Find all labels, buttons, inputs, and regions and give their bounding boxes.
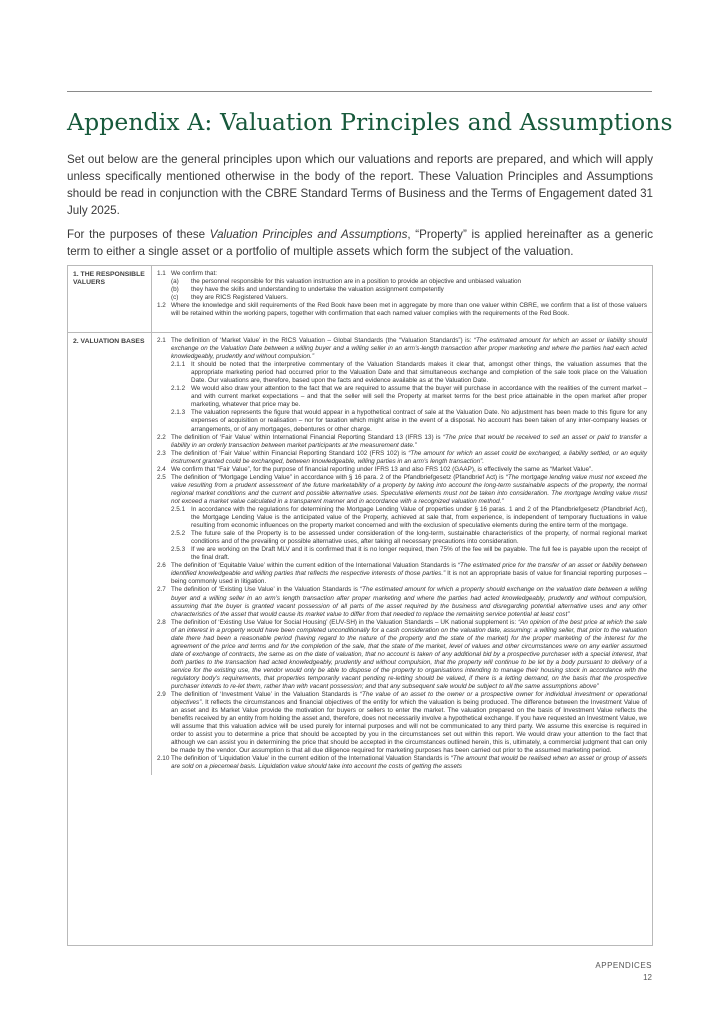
- list-item: (a) the personnel responsible for this valuation instruction are in a position to provide an objective and unbiased valuation: [171, 278, 522, 286]
- clause-2-2: 2.2 The definition of ‘Fair Value’ within International Financial Reporting Standard 13 (IFRS 13) is “The price that would be received to sell an asset or paid to transfer a liability in an orderly transaction between market participants at the measurement date.”: [157, 433, 647, 449]
- clause-2-7: 2.7 The definition of ‘Existing Use Value’ in the Valuation Standards is “The estimated amount for which a property should exchange on the valuation date between a willing buyer and a willing seller in an arm’s length transaction after proper marketing and where the parties had acted knowledgeably, prudently and without compulsion, assuming that the buyer is granted vacant possession of all parts of the asset required by the business and disregarding potential alternative uses and any other characteristics of the asset that would cause its market value to differ from that needed to replace the remaining service potential at least cost”: [157, 586, 647, 618]
- confirmation-list: [171, 278, 647, 302]
- clause-1-2: 1.2 Where the knowledge and skill requirements of the Red Book have been met in aggregate by more than one valuer within CBRE, we confirm that a list of those valuers will be retained within the working papers, together with confirmation that each named valuer complies with the requirements of the Red Book.: [157, 302, 647, 318]
- section-body: [152, 333, 652, 775]
- intro-paragraph-1: Set out below are the general principles upon which our valuations and reports are prepared, and which will apply unless specifically mentioned otherwise in the body of the report. These Valuation Principles and Assumptions should be read in conjunction with the CBRE Standard Terms of Business and the Terms of Engagement dated 31 July 2025.: [67, 153, 653, 217]
- clause-2-5: 2.5 The definition of “Mortgage Lending Value” in accordance with § 16 para. 2 of the Pfandbriefgesetz (Pfandbrief Act) is “The mortgage lending value must not exceed the value resulting from a prudent assessment of the future marketability of a property by taking into account the long-term sustainable aspects of the property, the normal regional market conditions and the current and possible alternative uses. Speculative elements must not be taken into consideration. The mortgage lending value must not exceed a market value calculated in a transparent manner and in accordance with a recognized valuation method.”: [157, 473, 647, 505]
- clause-2-5-2: 2.5.2 The future sale of the Property is to be assessed under consideration of the long-term, sustainable characteristics of the property, of normal regional market conditions and of the prevailing or possible alternative uses, after taking all necessary precautions into consideration.: [171, 530, 647, 546]
- clause-2-9: 2.9 The definition of ‘Investment Value’ in the Valuation Standards is “The value of an asset to the owner or a prospective owner for individual investment or operational objectives”. It reflects the circumstances and financial objectives of the entity for which the valuation is being produced. The difference between the Investment Value of an asset and its Market Value provide the motivation for buyers or sellers to enter the market. The valuation prepared on the basis of Investment Value reflects the benefits received by an entity from holding the asset and, therefore, does not necessarily involve a hypothetical exchange. If you have requested an Investment Value, we will assume that this valuation advice will be used purely for internal purposes and will not be communicated to any third party. We assume this exercise is required in order to assist you to determine a price that should be accepted by you in the circumstances set out within this report. We would draw your attention to the fact that although we can assist you in determining the price that should be accepted in the circumstances outlined herein, this is, ultimately, a commercial judgment that can only be made by the vendor. Our assumption is that all due diligence required for marketing purposes has been carried out prior to the assumed marketing period.: [157, 691, 647, 755]
- header-rule: [67, 91, 652, 92]
- section-label: 1. THE RESPONSIBLE VALUERS: [68, 266, 152, 332]
- section-body: [152, 266, 652, 321]
- list-item: (b) they have the skills and understanding to undertake the valuation assignment competently: [171, 286, 444, 294]
- clause-2-1-2: 2.1.2 We would also draw your attention to the fact that we are required to assume that the buyer will purchase in accordance with the realities of the current market – and with current market expectations – and that the seller will sell the Property at market terms for the best price attainable in the open market after proper marketing, whatever that price may be.: [171, 385, 647, 409]
- clause-2-5-3: 2.5.3 If we are working on the Draft MLV and it is confirmed that it is no longer required, then 75% of the fee will be payable. The full fee is payable upon the receipt of the final draft.: [171, 546, 647, 562]
- section-valuation-bases: [68, 333, 652, 775]
- list-item: (c) they are RICS Registered Valuers.: [171, 294, 288, 302]
- clause-1-1: 1.1 We confirm that:: [157, 270, 218, 277]
- section-label: 2. VALUATION BASES: [68, 333, 152, 775]
- clause-2-4: 2.4 We confirm that “Fair Value”, for the purpose of financial reporting under IFRS 13 and also FRS 102 (GAAP), is effectively the same as “Market Value”.: [157, 465, 593, 473]
- clause-2-1: 2.1 The definition of ‘Market Value’ in the RICS Valuation – Global Standards (the “Valuation Standards”) is: “The estimated amount for which an asset or liability should exchange on the Valuation Date between a willing buyer and a willing seller in an arm’s-length transaction after proper marketing and where the parties had each acted knowledgeably, prudently and without compulsion.”: [157, 337, 647, 361]
- principles-table: [67, 265, 653, 946]
- intro-paragraph-2: For the purposes of these Valuation Principles and Assumptions, “Property” is applied hereinafter as a generic term to either a single asset or a portfolio of multiple assets which form the subject of the valuation.: [67, 228, 654, 258]
- section-responsible-valuers: [68, 266, 652, 333]
- clause-2-10: 2.10 The definition of ‘Liquidation Value’ in the current edition of the International Valuation Standards is “The amount that would be realised when an asset or group of assets are sold on a piecemeal basis. Liquidation value should take into account the costs of getting the assets: [157, 755, 648, 771]
- footer-section-label: APPENDICES: [595, 961, 652, 970]
- page-number: 12: [643, 973, 652, 982]
- clause-2-8: 2.8 The definition of ‘Existing Use Value for Social Housing’ (EUV-SH) in the Valuation Standards – UK national supplement is: “An opinion of the best price at which the sale of an interest in a property would have been completed unconditionally for a cash consideration on the valuation date, assuming: a willing seller, that prior to the valuation date there had been a reasonable period (having regard to the nature of the property and the state of the market) for the proper marketing of the interest for the agreement of the price and terms and for the completion of the sale, that the state of the market, level of values and other circumstances were on any earlier assumed date of exchange of contracts, the same as on the date of valuation, that no account is taken of any additional bid by a prospective purchaser with a special interest, that both parties to the transaction had acted knowledgeably, prudently and without compulsion, that the property will continue to be let by a body pursuant to delivery of a service for the existing use, the vendor would only be able to dispose of the property to organisations intending to manage their housing stock in accordance with the regulatory body’s requirements, that properties temporarily vacant pending re-letting should be valued, if there is a letting demand, on the basis that the prospective purchaser intends to re-let them, rather than with vacant possession; and that any subsequent sale would be subject to all the same assumptions above”: [157, 618, 648, 691]
- page-title: Appendix A: Valuation Principles and Assumptions: [67, 108, 673, 136]
- clause-2-5-1: 2.5.1 In accordance with the regulations for determining the Mortgage Lending Value of properties under § 16 paras. 1 and 2 of the Pfandbriefgesetz (Pfandbrief Act), the Mortgage Lending Value is the anticipated value of the Property, achieved at sale that, from experience, is independent of temporary fluctuations in value resulting from economic influences on the property market concerned and with the exclusion of speculative elements during the entire term of the mortgage.: [171, 505, 647, 530]
- clause-2-3: 2.3 The definition of ‘Fair Value’ within Financial Reporting Standard 102 (FRS 102) is “The amount for which an asset could be exchanged, a liability settled, or an equity instrument granted could be exchanged, between knowledgeable, willing parties in an arm’s length transaction”.: [157, 449, 647, 465]
- clause-2-1-3: 2.1.3 The valuation represents the figure that would appear in a hypothetical contract of sale at the Valuation Date. No adjustment has been made to this figure for any expenses of acquisition or realisation – nor for taxation which might arise in the event of a disposal. No account has been taken of any inter-company leases or arrangements, or of any mortgages, debentures or other charge.: [171, 409, 647, 433]
- clause-2-1-1: 2.1.1 It should be noted that the interpretive commentary of the Valuation Standards makes it clear that, amongst other things, the valuation assumes that the appropriate marketing period had occurred prior to the Valuation Date and that simultaneous exchange and completion of the sale took place on the Valuation Date. Our valuations are, therefore, based upon the facts and evidence available as at the Valuation Date.: [171, 361, 647, 385]
- clause-2-6: 2.6 The definition of ‘Equitable Value’ within the current edition of the International Valuation Standards is “The estimated price for the transfer of an asset or liability between identified knowledgeable and willing parties that reflects the respective interests of those parties.” It is not an appropriate basis of value for financial reporting purposes – being commonly used in litigation.: [157, 562, 647, 586]
